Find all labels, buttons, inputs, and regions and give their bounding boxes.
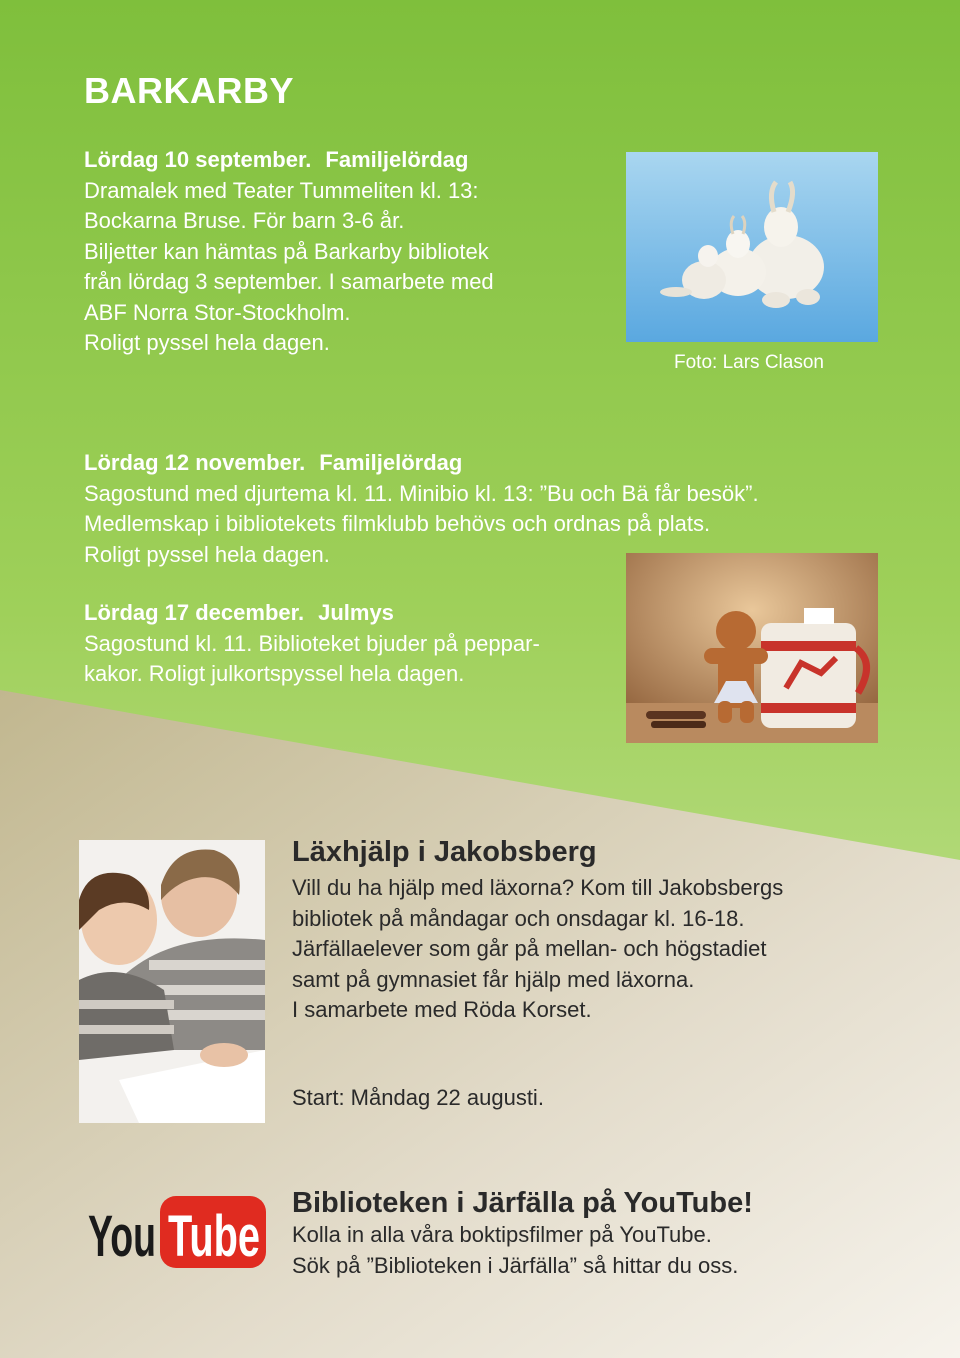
event-2-line: Roligt pyssel hela dagen. bbox=[84, 541, 330, 567]
youtube-logo-you: You bbox=[88, 1204, 156, 1269]
homework-start: Start: Måndag 22 augusti. bbox=[292, 1085, 544, 1110]
event-1-line: från lördag 3 september. I samarbete med bbox=[84, 269, 494, 294]
event-2-heading bbox=[84, 448, 884, 479]
event-3-line: kakor. Roligt julkortspyssel hela dagen. bbox=[84, 661, 465, 686]
gingerbread-mug-photo bbox=[626, 553, 878, 743]
homework-title: Läxhjälp i Jakobsberg bbox=[292, 836, 597, 868]
youtube-logo-tube: Tube bbox=[168, 1204, 260, 1269]
youtube-line: Sök på ”Biblioteken i Järfälla” så hittar du oss. bbox=[292, 1252, 739, 1278]
homework-line: samt på gymnasiet får hjälp med läxorna. bbox=[292, 966, 695, 992]
homework-section bbox=[292, 836, 932, 1026]
homework-line: Vill du ha hjälp med läxorna? Kom till Jakobsbergs bbox=[292, 875, 784, 900]
event-1-date: Lördag 10 september. bbox=[84, 147, 312, 172]
photo-caption: Foto: Lars Clason bbox=[674, 352, 824, 373]
event-1-line: ABF Norra Stor-Stockholm. bbox=[84, 299, 351, 325]
event-2-tag: Familjelördag bbox=[319, 450, 463, 475]
homework-line: bibliotek på måndagar och onsdagar kl. 16-18. bbox=[292, 905, 745, 931]
event-1-line: Bockarna Bruse. För barn 3-6 år. bbox=[84, 208, 405, 233]
event-1-line: Biljetter kan hämtas på Barkarby bibliotek bbox=[84, 238, 489, 264]
event-3-line: Sagostund kl. 11. Biblioteket bjuder på peppar- bbox=[84, 630, 540, 656]
event-1 bbox=[84, 145, 604, 359]
goat-toys-photo bbox=[626, 152, 878, 342]
youtube-section bbox=[292, 1187, 932, 1281]
youtube-body bbox=[292, 1220, 932, 1281]
event-1-tag: Familjelördag bbox=[325, 147, 469, 172]
event-3-date: Lördag 17 december. bbox=[84, 600, 305, 625]
homework-body bbox=[292, 873, 932, 1026]
youtube-logo bbox=[88, 1192, 268, 1270]
event-2-date: Lördag 12 november. bbox=[84, 450, 306, 475]
event-3-tag: Julmys bbox=[318, 600, 394, 625]
event-3-heading bbox=[84, 598, 604, 629]
youtube-line: Kolla in alla våra boktipsfilmer på YouTube. bbox=[292, 1222, 712, 1247]
event-1-line: Dramalek med Teater Tummeliten kl. 13: bbox=[84, 177, 479, 203]
page-title: BARKARBY bbox=[84, 70, 294, 111]
event-1-heading bbox=[84, 145, 604, 176]
homework-line: I samarbete med Röda Korset. bbox=[292, 997, 592, 1022]
youtube-title: Biblioteken i Järfälla på YouTube! bbox=[292, 1187, 753, 1219]
event-2-line: Sagostund med djurtema kl. 11. Minibio kl. 13: ”Bu och Bä får besök”. bbox=[84, 480, 759, 506]
event-2 bbox=[84, 448, 884, 570]
event-1-line: Roligt pyssel hela dagen. bbox=[84, 330, 330, 355]
homework-line: Järfällaelever som går på mellan- och högstadiet bbox=[292, 936, 767, 961]
event-3 bbox=[84, 598, 604, 690]
boys-studying-photo bbox=[79, 840, 265, 1123]
event-2-line: Medlemskap i bibliotekets filmklubb behövs och ordnas på plats. bbox=[84, 511, 711, 536]
